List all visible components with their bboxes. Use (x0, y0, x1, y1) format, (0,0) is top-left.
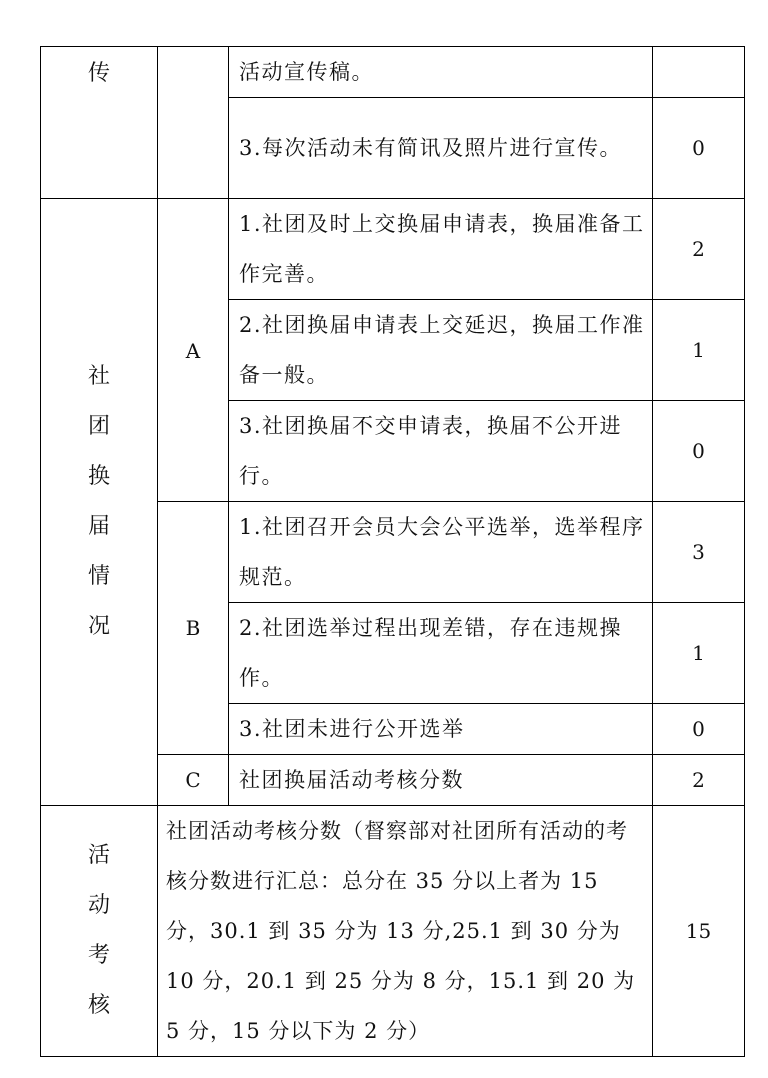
score-cell: 2 (653, 199, 745, 300)
score-cell: 1 (653, 603, 745, 704)
score-cell: 2 (653, 755, 745, 806)
category-char: 活 (87, 843, 110, 868)
category-char: 传 (87, 61, 110, 86)
criterion-text: 3.社团换届不交申请表，换届不公开进行。 (229, 401, 653, 502)
criterion-text: 3.每次活动未有简讯及照片进行宣传。 (229, 98, 653, 199)
criterion-text: 1.社团召开会员大会公平选举，选举程序规范。 (229, 502, 653, 603)
score-cell: 0 (653, 401, 745, 502)
category-char: 届 (87, 514, 110, 539)
category-char: 社 (87, 364, 110, 389)
table-row (41, 47, 745, 98)
category-char: 团 (87, 414, 110, 439)
category-cell-publicity (41, 47, 158, 199)
criterion-text: 2.社团选举过程出现差错，存在违规操作。 (229, 603, 653, 704)
category-char: 情 (87, 564, 110, 589)
assessment-rule-text: 社团活动考核分数（督察部对社团所有活动的考核分数进行汇总：总分在 35 分以上者为 15 分，30.1 到 35 分为 13 分,25.1 到 30 分为 10 分，20.1 到 25 分为 8 分，15.1 到 20 为 5 分，15 分以下为 2 分） (158, 806, 653, 1057)
score-cell: 0 (653, 98, 745, 199)
score-cell (653, 47, 745, 98)
grade-cell-empty (158, 47, 229, 199)
criterion-text: 活动宣传稿。 (229, 47, 653, 98)
category-cell-election (41, 199, 158, 806)
table-row (41, 806, 745, 1057)
criterion-text: 3.社团未进行公开选举 (229, 704, 653, 755)
scoring-table (40, 46, 745, 1057)
category-char: 考 (87, 943, 110, 968)
table-row (41, 199, 745, 300)
grade-cell-c: C (158, 755, 229, 806)
grade-cell-a: A (158, 199, 229, 502)
score-cell: 0 (653, 704, 745, 755)
score-cell: 15 (653, 806, 745, 1057)
category-char: 核 (87, 993, 110, 1018)
category-char: 动 (87, 893, 110, 918)
criterion-text: 1.社团及时上交换届申请表，换届准备工作完善。 (229, 199, 653, 300)
category-char: 况 (87, 614, 110, 639)
score-cell: 1 (653, 300, 745, 401)
category-cell-assessment (41, 806, 158, 1057)
criterion-text: 社团换届活动考核分数 (229, 755, 653, 806)
score-cell: 3 (653, 502, 745, 603)
category-char: 换 (87, 464, 110, 489)
criterion-text: 2.社团换届申请表上交延迟，换届工作准备一般。 (229, 300, 653, 401)
grade-cell-b: B (158, 502, 229, 755)
